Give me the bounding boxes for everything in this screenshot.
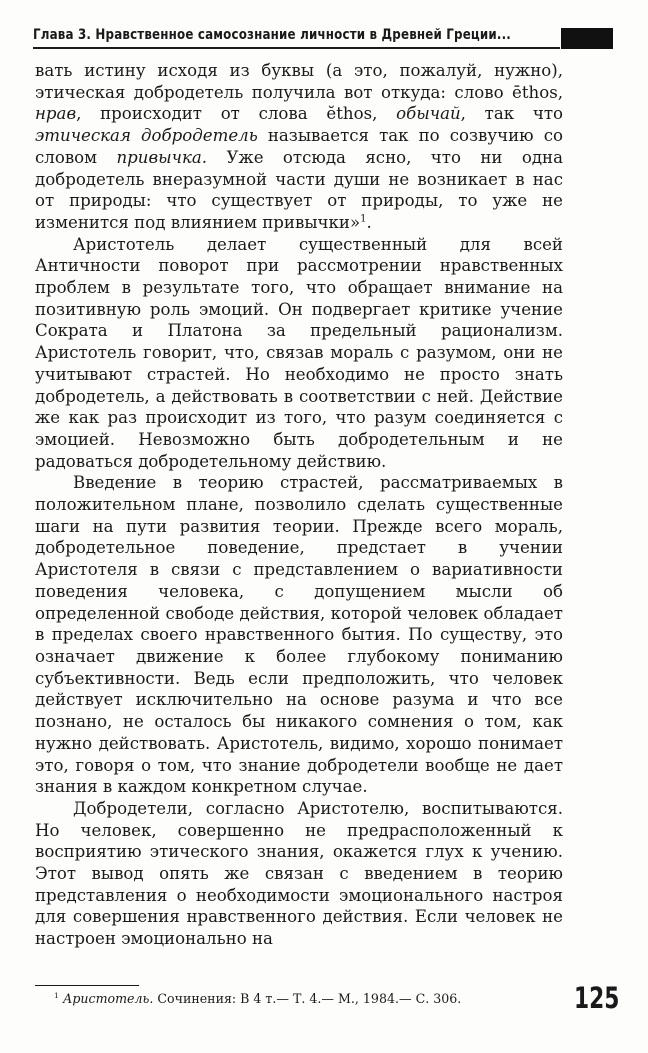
footnote-ref: 1 (360, 213, 367, 225)
paragraph-p4 (35, 798, 563, 950)
text-run: Введение в теорию страстей, рассматриваемых в положительном плане, позволило сделать существенные шаги на пути развития теории. Прежде всего мораль, добродетельное поведение, предстает в учении Аристотеля в связи с представлением о вариативности поведения человека, с допущением мысли об определенной свободе действия, которой человек обладает в пределах своего нравственного бытия. По существу, это означает движение к более глубокому пониманию субъективности. Ведь если предположить, что человек действует исключительно на основе разума и что все познано, не осталось бы никакого сомнения о том, как нужно действовать. Аристотель, видимо, хорошо понимает это, говоря о том, что знание добродетели вообще не дает знания в каждом конкретном случае. (35, 473, 563, 797)
footnote-author: Аристотель. (62, 991, 154, 1006)
running-header (33, 24, 613, 46)
italic-run: привычка. (116, 147, 208, 167)
text-run: . (366, 212, 372, 232)
page-number: 125 (574, 981, 620, 1015)
footnote (54, 991, 554, 1007)
italic-run: нрав (35, 104, 77, 124)
text-run: Аристотель делает существенный для всей Античности поворот при рассмотрении нравственных проблем в результате того, что обращает внимание на позитивную роль эмоций. Он подвергает критике учение Сократа и Платона за предельный рационализм. Аристотель говорит, что, связав мораль с разумом, они не учитывают страстей. Но необходимо не просто знать добродетель, а действовать в соответствии с ней. Действие же как раз происходит из того, что разум соединяется с эмоцией. Невозможно быть добродетельным и не радоваться добродетельному действию. (35, 234, 563, 471)
text-run: Уже отсюда ясно, что ни одна добродетель внеразумной части души не возникает в нас от природы: что существует от природы, то уже не изменится под влиянием привычки» (35, 147, 563, 232)
footnote-mark: 1 (54, 990, 59, 1000)
footnote-text: Сочинения: В 4 т.— Т. 4.— М., 1984.— С. 306. (153, 991, 462, 1006)
text-run: вать истину исходя из буквы (а это, пожалуй, нужно), этическая добродетель получила вот откуда: слово ēthos, (35, 61, 563, 102)
text-run: называется так по созвучию со словом (35, 126, 563, 167)
text-run: , происходит от слова ĕthos, (76, 104, 397, 124)
paragraph-p3 (35, 472, 563, 798)
italic-run: обычай (396, 104, 461, 124)
paragraph-p1 (35, 60, 563, 234)
paragraph-p2 (35, 234, 563, 473)
header-rule (33, 47, 560, 49)
text-run: Добродетели, согласно Аристотелю, воспитываются. Но человек, совершенно не предрасположенный к восприятию этического знания, окажется глух к учению. Этот вывод опять же связан с введением в теорию представления о необходимости эмоционального настроя для совершения нравственного действия. Если человек не настроен эмоционально на (35, 798, 563, 949)
text-run: , так что (460, 104, 563, 124)
header-block-decoration (561, 28, 613, 49)
italic-run: этическая добродетель (35, 126, 258, 146)
footnote-separator (35, 985, 139, 986)
running-header-title: Глава 3. Нравственное самосознание личности в Древней Греции... (33, 27, 511, 43)
body-text (35, 60, 563, 950)
